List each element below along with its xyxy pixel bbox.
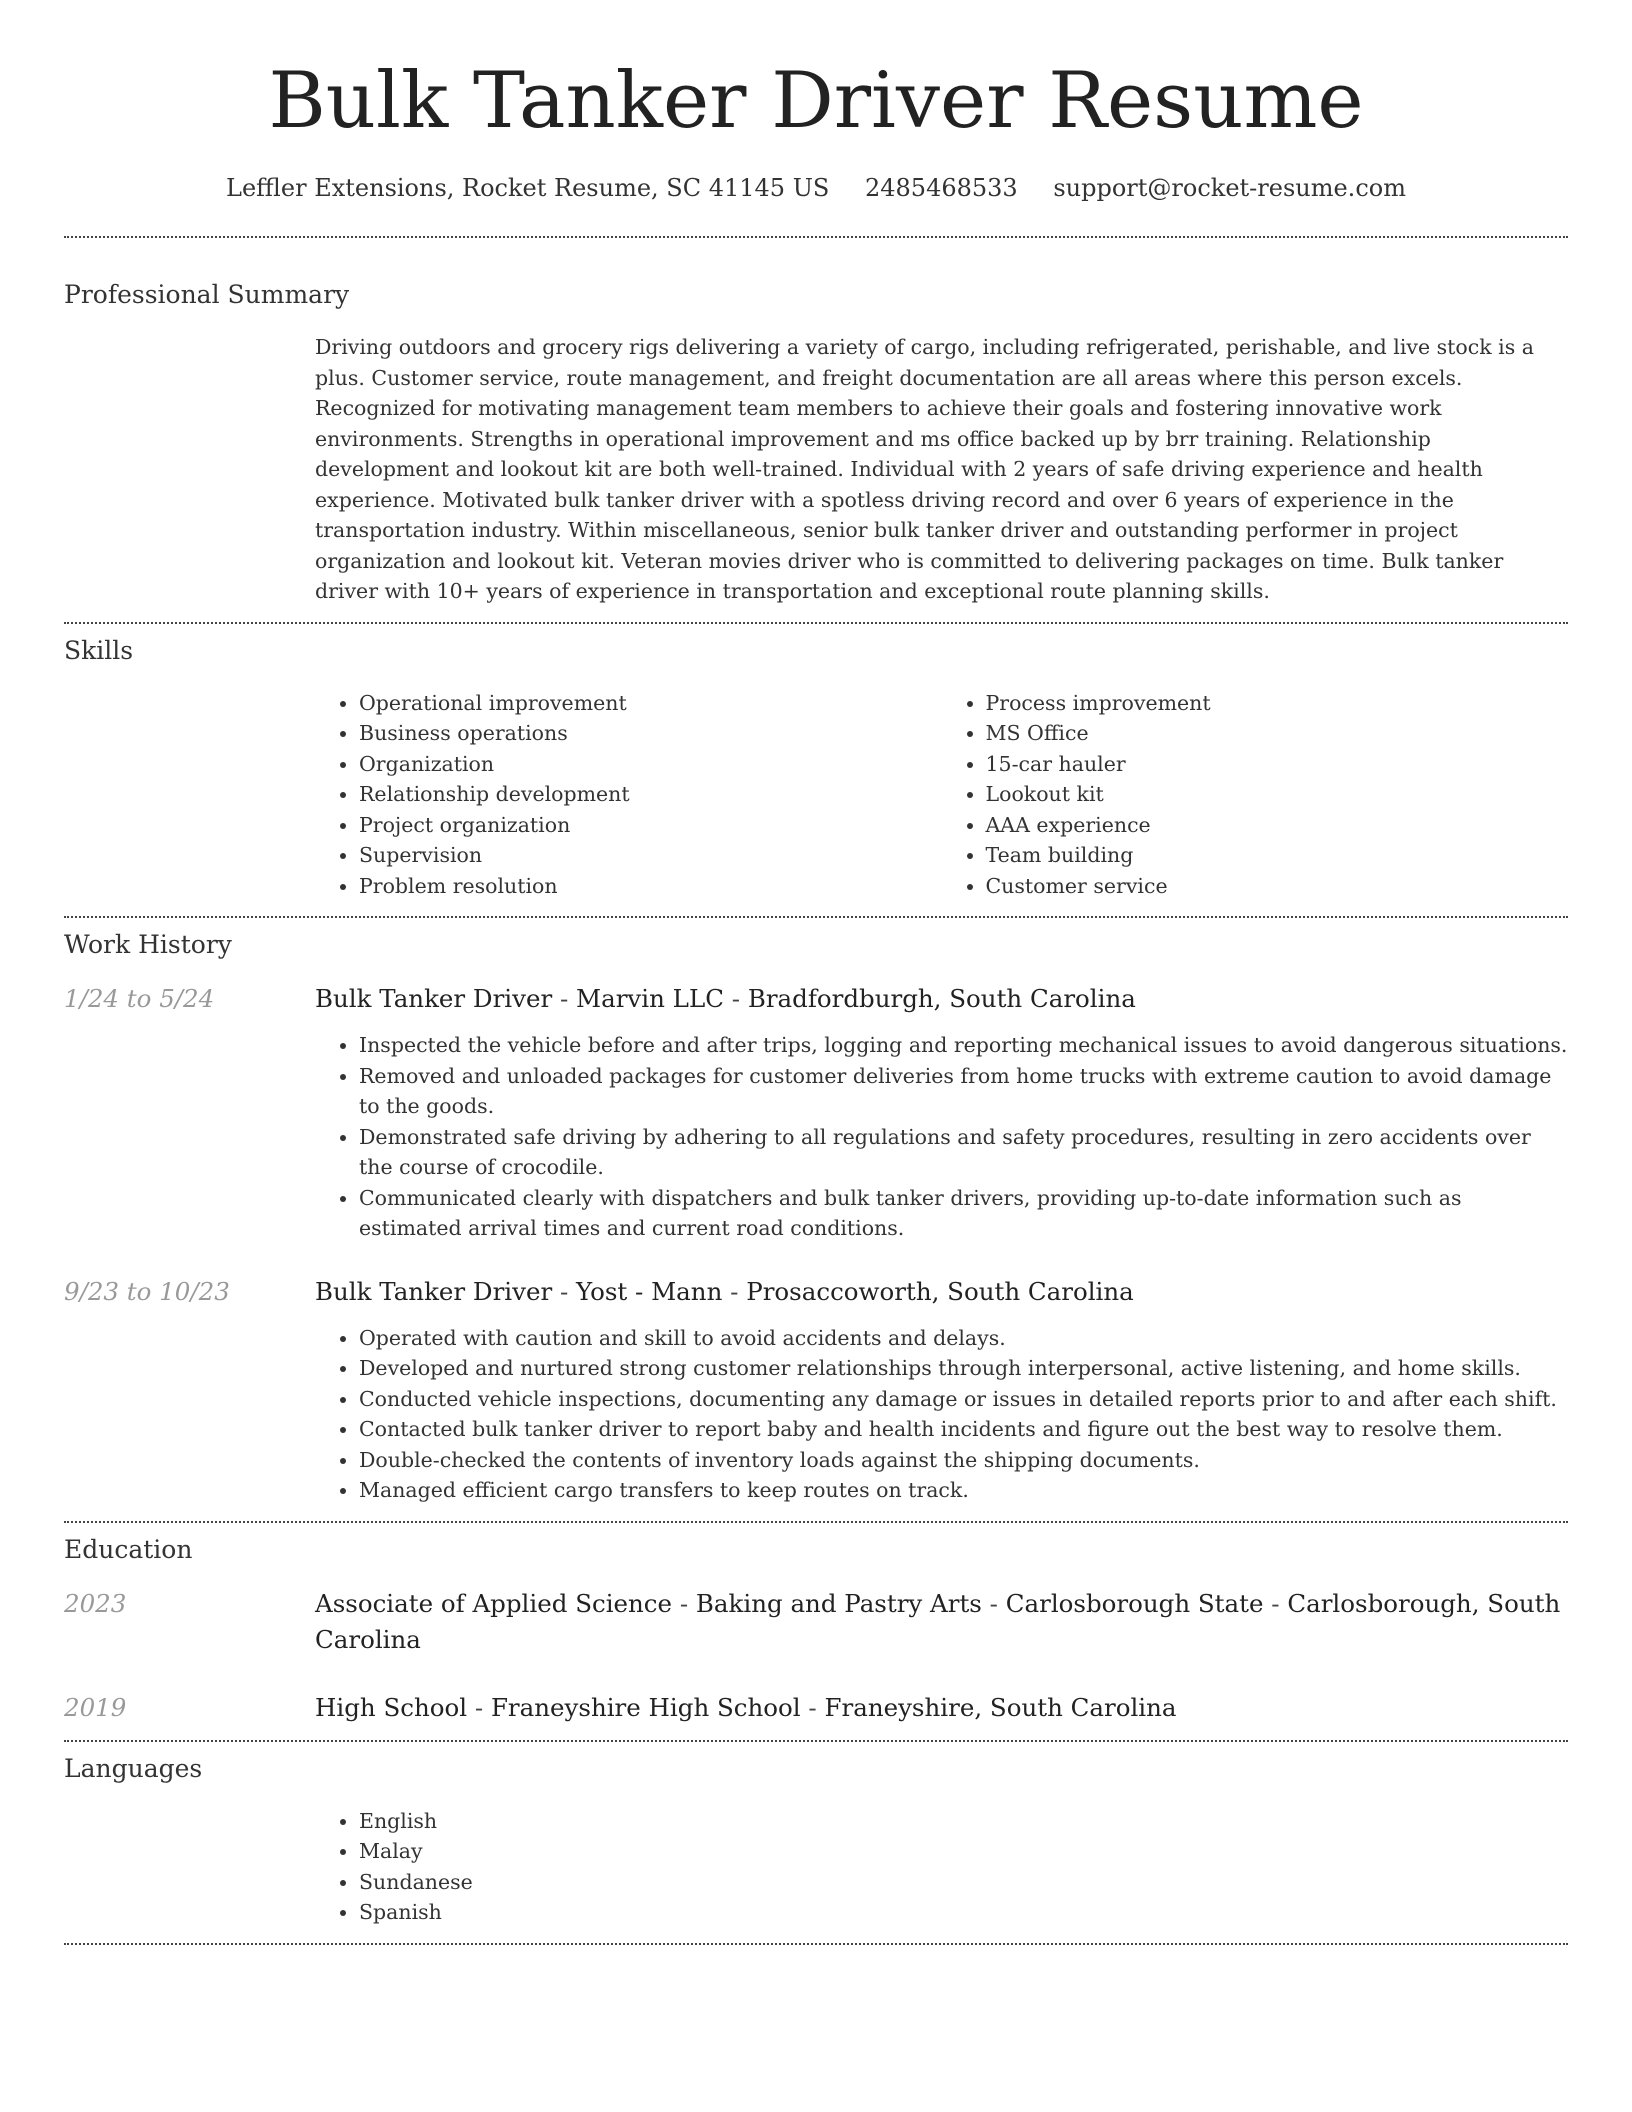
- education-entry: [64, 1586, 1568, 1658]
- skill-item: • Relationship development: [359, 779, 942, 810]
- summary-text: Driving outdoors and grocery rigs delivering a variety of cargo, including refrigerated, perishable, and live stock is a plus. Customer service, route management, and freight documentation are all areas where this person excels. Recognized for motivating management team members to achieve their goals and fostering innovative work environments. Strengths in operational improvement and ms office backed up by brr training. Relationship development and lookout kit are both well-trained. Individual with 2 years of safe driving experience and health experience. Motivated bulk tanker driver with a spotless driving record and over 6 years of experience in the transportation industry. Within miscellaneous, senior bulk tanker driver and outstanding performer in project organization and lookout kit. Veteran movies driver who is committed to delivering packages on time. Bulk tanker driver with 10+ years of experience in transportation and exceptional route planning skills.: [315, 335, 1534, 603]
- job-company: Yost - Mann: [576, 1276, 723, 1306]
- job-bullet: • Communicated clearly with dispatchers and bulk tanker drivers, providing up-to-date information such as estimated arrival times and current road conditions.: [359, 1183, 1568, 1244]
- job-entry: [64, 981, 1568, 1244]
- divider: [64, 1521, 1568, 1523]
- job-bullet: • Conducted vehicle inspections, documenting any damage or issues in detailed reports prior to and after each shift.: [359, 1384, 1568, 1415]
- job-bullet: • Inspected the vehicle before and after trips, logging and reporting mechanical issues to avoid dangerous situations.: [359, 1030, 1568, 1061]
- skill-item: • Supervision: [359, 840, 942, 871]
- job-bullets: [315, 1030, 1568, 1244]
- divider: [64, 236, 1568, 238]
- job-dates: 1/24 to 5/24: [64, 984, 215, 1013]
- job-dates: 9/23 to 10/23: [64, 1276, 230, 1306]
- education-field: Baking and Pastry Arts: [695, 1588, 982, 1618]
- skill-item: • AAA experience: [986, 810, 1569, 841]
- education-location: Franeyshire, South Carolina: [824, 1692, 1177, 1722]
- job-bullet: • Contacted bulk tanker driver to report baby and health incidents and figure out the best way to resolve them.: [359, 1414, 1568, 1445]
- education-degree: Associate of Applied Science: [315, 1588, 673, 1618]
- skill-item: • Problem resolution: [359, 871, 942, 902]
- skill-item: • MS Office: [986, 718, 1569, 749]
- contact-line: [64, 174, 1568, 202]
- education-school: Franeyshire High School: [490, 1692, 801, 1722]
- job-location: Bradfordburgh, South Carolina: [747, 984, 1136, 1013]
- summary-section: [64, 280, 1568, 607]
- job-bullet: • Operated with caution and skill to avoid accidents and delays.: [359, 1323, 1568, 1354]
- skill-item: • Organization: [359, 749, 942, 780]
- work-section: [64, 930, 1568, 1521]
- skills-list-left: [315, 688, 942, 902]
- job-bullet: • Developed and nurtured strong customer relationships through interpersonal, active listening, and home skills.: [359, 1353, 1568, 1384]
- divider: [64, 916, 1568, 918]
- language-item: • English: [359, 1806, 1568, 1837]
- job-header: Bulk Tanker Driver - Yost - Mann - Prosaccoworth, South Carolina: [315, 1276, 1134, 1306]
- skills-grid: [315, 688, 1568, 902]
- languages-list-wrap: [315, 1806, 1568, 1928]
- education-heading: Education: [64, 1534, 193, 1564]
- skill-item: • Lookout kit: [986, 779, 1569, 810]
- skills-list-right: [942, 688, 1569, 902]
- languages-section: [64, 1754, 1568, 1928]
- education-details: Associate of Applied Science - Baking and Pastry Arts - Carlosborough State - Carlosborough, South Carolina: [315, 1588, 1561, 1654]
- job-bullet: • Demonstrated safe driving by adhering to all regulations and safety procedures, resulting in zero accidents over the course of crocodile.: [359, 1122, 1568, 1183]
- summary-heading: Professional Summary: [64, 280, 350, 309]
- languages-list: [315, 1806, 1568, 1928]
- skills-section: [64, 636, 1568, 902]
- job-title: Bulk Tanker Driver: [315, 984, 553, 1013]
- skill-item: • Operational improvement: [359, 688, 942, 719]
- skill-item: • Business operations: [359, 718, 942, 749]
- contact-address: Leffler Extensions, Rocket Resume, SC 41145 US: [226, 174, 830, 202]
- job-entry: [64, 1274, 1568, 1521]
- skill-item: • Project organization: [359, 810, 942, 841]
- job-details: [315, 1274, 1568, 1521]
- education-degree: High School: [315, 1692, 468, 1722]
- language-item: • Sundanese: [359, 1867, 1568, 1898]
- job-bullet: • Managed efficient cargo transfers to keep routes on track.: [359, 1475, 1568, 1506]
- work-heading: Work History: [64, 930, 232, 959]
- contact-email: support@rocket-resume.com: [1053, 174, 1406, 202]
- skills-heading: Skills: [64, 635, 134, 665]
- education-school: Carlosborough State: [1005, 1588, 1264, 1618]
- job-bullet: • Removed and unloaded packages for customer deliveries from home trucks with extreme caution to avoid damage to the goods.: [359, 1061, 1568, 1122]
- education-year: 2019: [64, 1692, 127, 1722]
- education-entry: [64, 1690, 1568, 1726]
- contact-phone: 2485468533: [865, 174, 1018, 202]
- skill-item: • 15-car hauler: [986, 749, 1569, 780]
- language-item: • Spanish: [359, 1897, 1568, 1928]
- skill-item: • Customer service: [986, 871, 1569, 902]
- job-header: Bulk Tanker Driver - Marvin LLC - Bradfordburgh, South Carolina: [315, 984, 1136, 1013]
- education-details: High School - Franeyshire High School - Franeyshire, South Carolina: [315, 1692, 1177, 1722]
- divider: [64, 1943, 1568, 1945]
- education-location: Carlosborough, South Carolina: [315, 1588, 1561, 1654]
- job-company: Marvin LLC: [576, 984, 724, 1013]
- languages-heading: Languages: [64, 1753, 203, 1783]
- skill-item: • Team building: [986, 840, 1569, 871]
- divider: [64, 1740, 1568, 1742]
- language-item: • Malay: [359, 1836, 1568, 1867]
- divider: [64, 622, 1568, 624]
- job-location: Prosaccoworth, South Carolina: [746, 1276, 1134, 1306]
- job-bullets: [315, 1323, 1568, 1506]
- education-year: 2023: [64, 1588, 127, 1618]
- job-title: Bulk Tanker Driver: [315, 1276, 553, 1306]
- education-section: [64, 1535, 1568, 1726]
- job-bullet: • Double-checked the contents of inventory loads against the shipping documents.: [359, 1445, 1568, 1476]
- resume-title: Bulk Tanker Driver Resume: [268, 56, 1364, 146]
- job-details: [315, 981, 1568, 1244]
- skill-item: • Process improvement: [986, 688, 1569, 719]
